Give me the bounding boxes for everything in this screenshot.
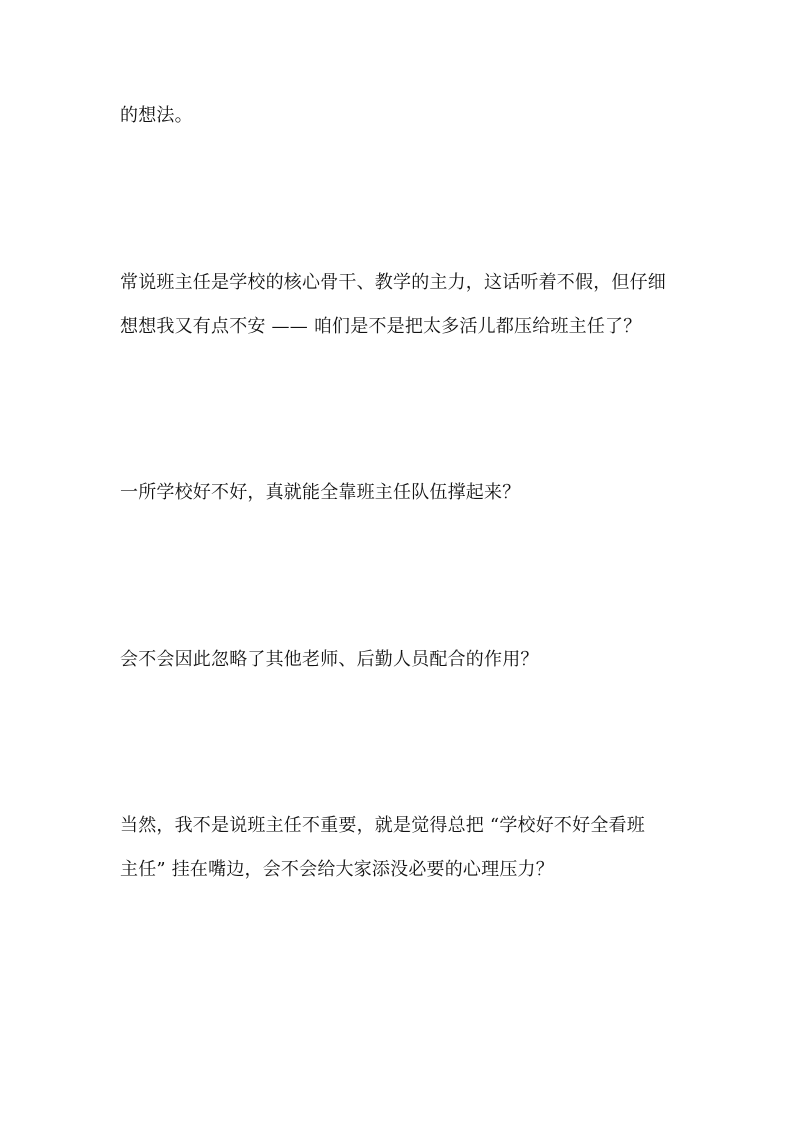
paragraph-2-line-1: 常说班主任是学校的核心骨干、教学的主力，这话听着不假，但仔细 <box>120 272 666 293</box>
paragraph-2-line-2: 想想我又有点不安 —— 咱们是不是把太多活儿都压给班主任了？ <box>120 316 642 337</box>
paragraph-4-line-1: 会不会因此忽略了其他老师、后勤人员配合的作用？ <box>120 649 539 670</box>
paragraph-1-line-1: 的想法。 <box>120 105 193 126</box>
paragraph-5-line-1: 当然，我不是说班主任不重要，就是觉得总把 “学校好不好全看班 <box>120 815 645 836</box>
paragraph-5-line-2: 主任” 挂在嘴边，会不会给大家添没必要的心理压力？ <box>120 859 554 880</box>
paragraph-3-line-1: 一所学校好不好，真就能全靠班主任队伍撑起来？ <box>120 482 521 503</box>
